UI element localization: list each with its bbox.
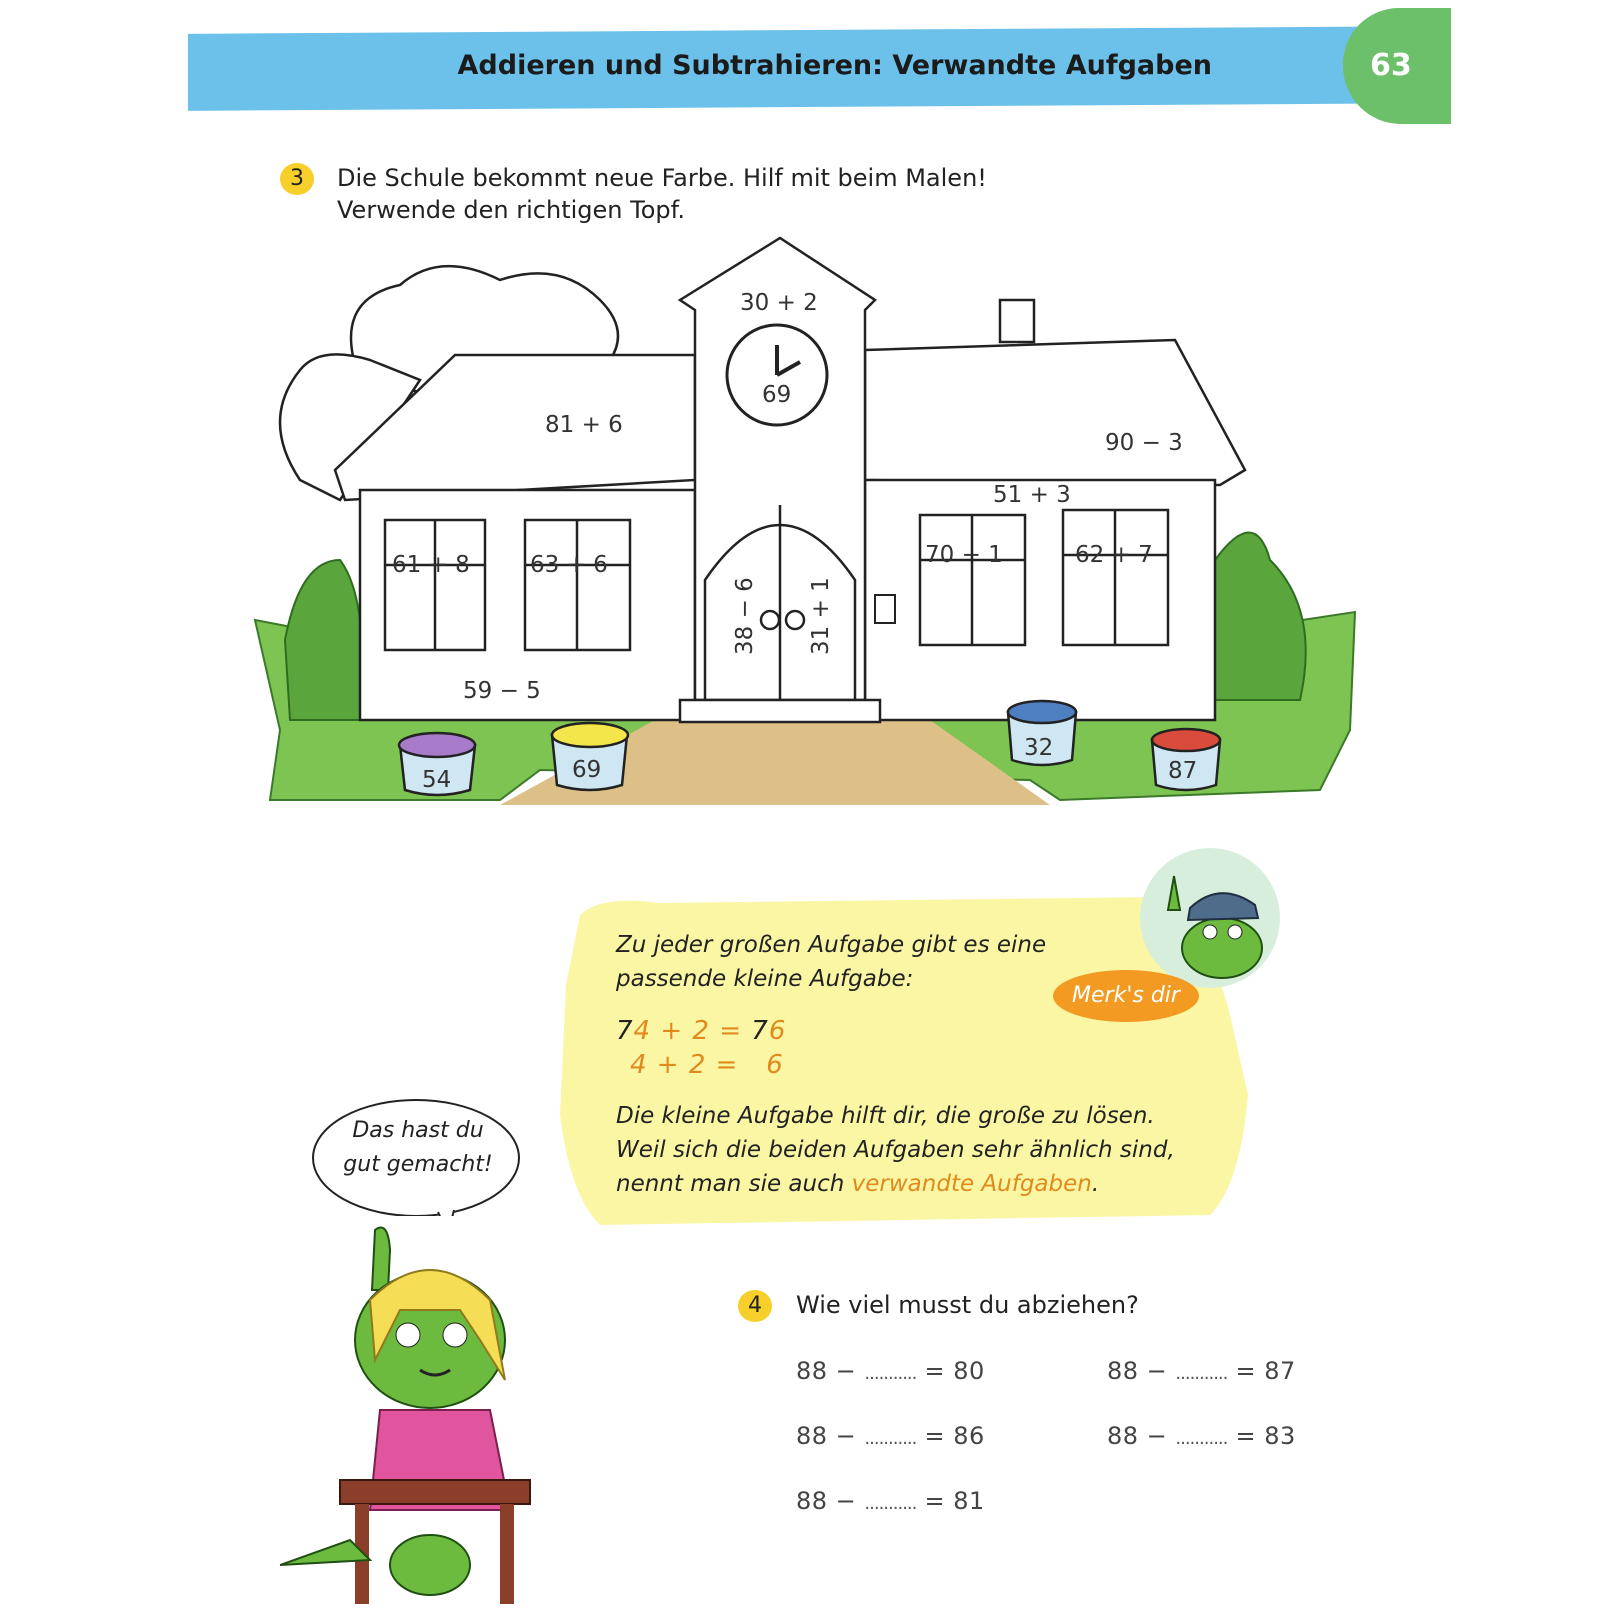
label-wall-left: 59 − 5 xyxy=(463,678,541,704)
merk-equation-1: 74 + 2 = 76 xyxy=(616,1016,787,1046)
answer-blank[interactable]: ........... xyxy=(1175,1363,1228,1384)
exercise-3: 88 − ........... = 86 xyxy=(796,1422,985,1450)
merk-paragraph-line2: Weil sich die beiden Aufgaben sehr ähnlich sind, xyxy=(616,1137,1175,1163)
label-door-left: 38 − 6 xyxy=(732,577,758,655)
paint-bucket-32 xyxy=(1008,701,1076,765)
dragon-boy-icon xyxy=(1150,870,1280,990)
merk-paragraph-line1: Die kleine Aufgabe hilft dir, die große zu lösen. xyxy=(616,1103,1155,1129)
svg-text:87: 87 xyxy=(1168,758,1198,784)
label-tower: 30 + 2 xyxy=(740,290,818,316)
label-roof-left: 81 + 6 xyxy=(545,412,623,438)
paint-bucket-69 xyxy=(552,723,628,790)
merk-equation-2: 4 + 2 = 6 xyxy=(630,1050,784,1080)
label-window-2: 63 + 6 xyxy=(530,552,608,578)
label-clock: 69 xyxy=(762,382,792,408)
label-window-4: 62 + 7 xyxy=(1075,542,1153,568)
exercise-2: 88 − ........... = 87 xyxy=(1107,1357,1296,1385)
svg-text:32: 32 xyxy=(1024,735,1054,761)
answer-blank[interactable]: ........... xyxy=(864,1493,917,1514)
label-wall-right: 51 + 3 xyxy=(993,482,1071,508)
exercise-1: 88 − ........... = 80 xyxy=(796,1357,985,1385)
exercise-4: 88 − ........... = 83 xyxy=(1107,1422,1296,1450)
task-3-badge: 3 xyxy=(280,163,314,195)
merk-text-line1: Zu jeder großen Aufgabe gibt es eine xyxy=(616,932,1047,958)
bush-left xyxy=(285,560,363,720)
door-step xyxy=(680,700,880,722)
page-title: Addieren und Subtrahieren: Verwandte Aufgaben xyxy=(457,50,1212,81)
answer-blank[interactable]: ........... xyxy=(1175,1428,1228,1449)
label-window-1: 61 + 8 xyxy=(392,552,470,578)
merk-paragraph-line3: nennt man sie auch verwandte Aufgaben. xyxy=(616,1171,1100,1197)
task-4-badge: 4 xyxy=(738,1290,772,1322)
label-roof-right: 90 − 3 xyxy=(1105,430,1183,456)
page-number: 63 xyxy=(1370,48,1412,83)
label-window-3: 70 − 1 xyxy=(925,542,1003,568)
answer-blank[interactable]: ........... xyxy=(864,1363,917,1384)
task-4-question: Wie viel musst du abziehen? xyxy=(796,1291,1139,1319)
exercise-5: 88 − ........... = 81 xyxy=(796,1487,985,1515)
paint-bucket-87 xyxy=(1152,729,1220,790)
right-roof xyxy=(865,340,1245,485)
bush-right xyxy=(1210,533,1306,701)
merk-badge: Merk's dir xyxy=(1053,970,1199,1022)
dragon-girl-illustration xyxy=(280,1220,560,1610)
paint-bucket-54 xyxy=(399,733,475,795)
task-3-line1: Die Schule bekommt neue Farbe. Hilf mit beim Malen! xyxy=(337,164,987,192)
highlight-verwandte-aufgaben: verwandte Aufgaben xyxy=(851,1171,1092,1197)
svg-text:54: 54 xyxy=(422,767,452,793)
merk-text-line2: passende kleine Aufgabe: xyxy=(616,966,914,992)
svg-text:69: 69 xyxy=(572,757,602,783)
answer-blank[interactable]: ........... xyxy=(864,1428,917,1449)
speech-text: Das hast du gut gemacht! xyxy=(343,1118,493,1177)
chimney xyxy=(1000,300,1034,342)
task-3-line2: Verwende den richtigen Topf. xyxy=(337,196,685,224)
label-door-right: 31 + 1 xyxy=(808,577,834,655)
